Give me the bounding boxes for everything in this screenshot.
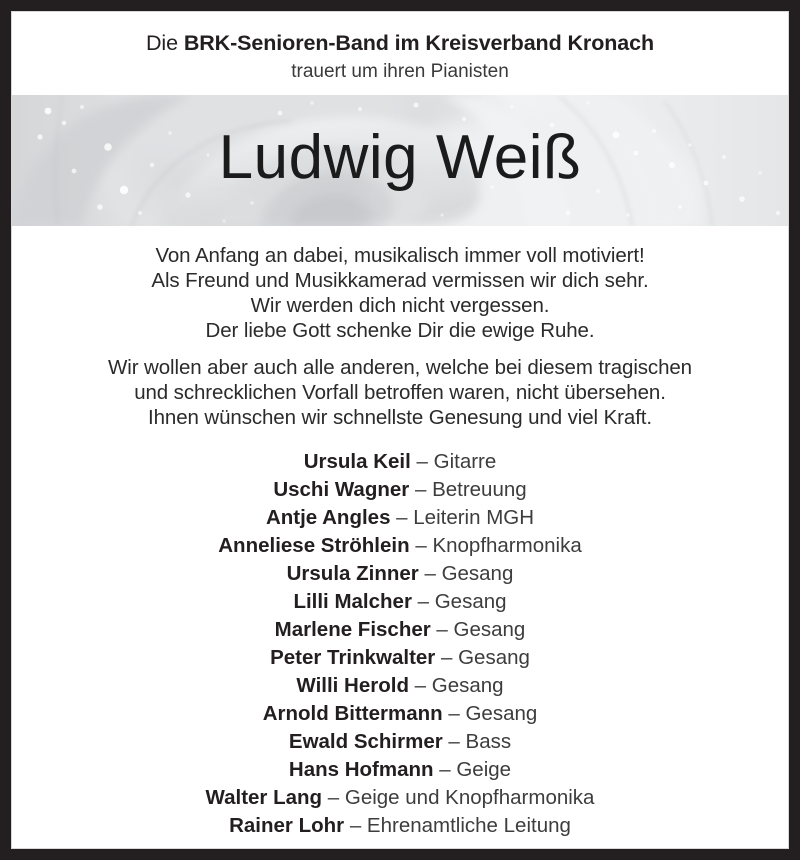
signatory-row (12, 504, 788, 532)
signatory-name: Hans Hofmann (288, 757, 434, 781)
signatory-name: Rainer Lohr (229, 813, 345, 837)
verse-line: Wir werden dich nicht vergessen. (250, 293, 550, 317)
signatory-separator: – (344, 813, 367, 837)
signatory-name: Ursula Keil (303, 449, 411, 473)
signatory-separator: – (322, 785, 345, 809)
signatory-role: Leiterin MGH (413, 505, 535, 529)
verse-line: Der liebe Gott schenke Dir die ewige Ruhe. (205, 318, 595, 342)
signatory-role: Geige und Knopfharmonika (344, 785, 595, 809)
signatory-row (12, 476, 788, 504)
signatory-row (12, 532, 788, 560)
signatory-row (12, 448, 788, 476)
signatory-name: Ewald Schirmer (288, 729, 443, 753)
condolence-message (12, 355, 788, 430)
header-lead-word: Die (145, 31, 184, 55)
signatory-separator: – (430, 617, 454, 641)
verse-line: Von Anfang an dabei, musikalisch immer voll motiviert! (155, 243, 645, 267)
signatory-separator: – (435, 645, 459, 669)
signatory-list (12, 448, 788, 840)
verse-line: Als Freund und Musikkamerad vermissen wir dich sehr. (151, 268, 649, 292)
signatory-separator: – (442, 701, 466, 725)
signatory-separator: – (390, 505, 414, 529)
signatory-role: Gesang (465, 701, 538, 725)
message-line: Wir wollen aber auch alle anderen, welche bei diesem tragischen (108, 355, 692, 379)
signatory-row (12, 728, 788, 756)
signatory-separator: – (410, 449, 434, 473)
signatory-role: Bass (465, 729, 512, 753)
organization-line (12, 30, 788, 57)
signatory-role: Gesang (453, 617, 526, 641)
signatory-separator: – (409, 477, 433, 501)
notice-inner-frame (11, 11, 789, 849)
message-line: und schrecklichen Vorfall betroffen waren, nicht übersehen. (134, 380, 666, 404)
signatory-separator: – (411, 589, 435, 613)
deceased-name: Ludwig Weiß (218, 123, 582, 193)
signatory-separator: – (409, 533, 433, 557)
signatory-row (12, 588, 788, 616)
signatory-role: Ehrenamtliche Leitung (366, 813, 571, 837)
signatory-role: Knopfharmonika (432, 533, 582, 557)
signatory-role: Betreuung (432, 477, 527, 501)
signatory-row (12, 616, 788, 644)
signatory-role: Gesang (431, 673, 504, 697)
signatory-role: Gesang (458, 645, 530, 669)
signatory-name: Peter Trinkwalter (270, 645, 436, 669)
header-subtitle: trauert um ihren Pianisten (291, 60, 509, 82)
signatory-name: Uschi Wagner (273, 477, 410, 501)
organization-name: BRK-Senioren-Band im Kreisverband Kronach (183, 31, 655, 55)
signatory-row (12, 672, 788, 700)
signatory-row (12, 812, 788, 840)
signatory-row (12, 784, 788, 812)
signatory-name: Anneliese Ströhlein (218, 533, 410, 557)
signatory-name: Arnold Bittermann (262, 701, 443, 725)
rose-banner (12, 95, 788, 226)
notice-header (12, 12, 788, 84)
notice-body (12, 243, 788, 430)
signatory-separator: – (408, 673, 432, 697)
signatory-name: Marlene Fischer (274, 617, 431, 641)
signatory-row (12, 700, 788, 728)
signatory-row (12, 644, 788, 672)
signatory-name: Walter Lang (205, 785, 323, 809)
signatory-name: Lilli Malcher (293, 589, 412, 613)
signatory-row (12, 756, 788, 784)
signatory-name: Willi Herold (296, 673, 409, 697)
signatory-separator: – (418, 561, 442, 585)
memorial-verse (12, 243, 788, 343)
signatory-separator: – (433, 757, 457, 781)
signatory-role: Gitarre (433, 449, 497, 473)
signatory-name: Antje Angles (265, 505, 391, 529)
signatory-role: Gesang (434, 589, 507, 613)
message-line: Ihnen wünschen wir schnellste Genesung und viel Kraft. (148, 405, 652, 429)
signatory-role: Gesang (441, 561, 514, 585)
signatory-row (12, 560, 788, 588)
signatory-role: Geige (456, 757, 512, 781)
signatory-name: Ursula Zinner (286, 561, 419, 585)
signatory-separator: – (442, 729, 466, 753)
